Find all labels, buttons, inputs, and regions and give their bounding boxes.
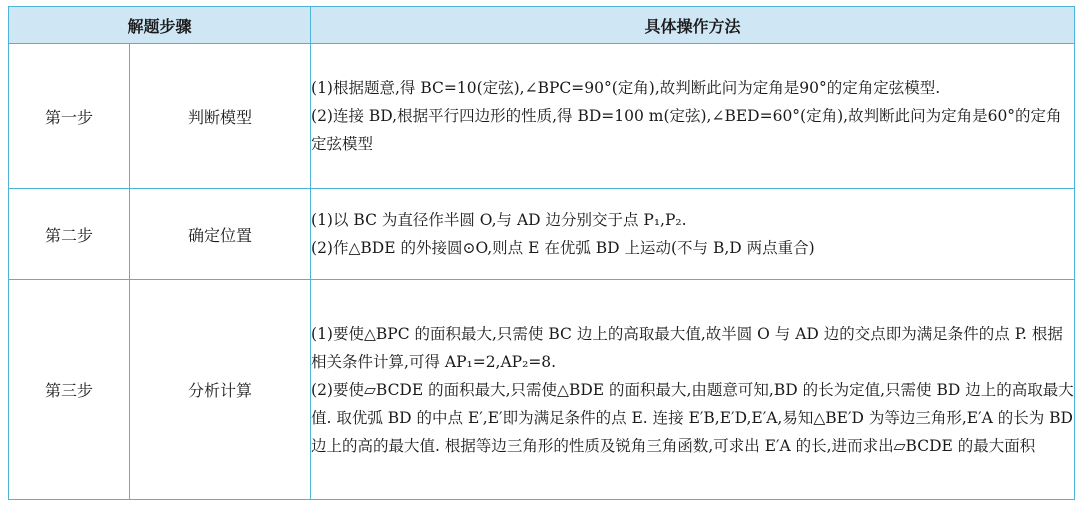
header-row [9, 7, 1075, 44]
header-method: 具体操作方法 [311, 7, 1075, 44]
step-content [311, 280, 1075, 500]
step-label: 第一步 [9, 44, 130, 189]
content-line: (2)连接 BD,根据平行四边形的性质,得 BD=100 m(定弦),∠BED=60°(定角),故判断此问为定角是60°的定角定弦模型 [311, 107, 1062, 153]
content-line: (1)要使△BPC 的面积最大,只需使 BC 边上的高取最大值,故半圆 O 与 AD 边的交点即为满足条件的点 P. 根据相关条件计算,可得 AP₁=2,AP₂=8. [311, 324, 1063, 371]
step-title: 判断模型 [130, 44, 311, 189]
step-content [311, 44, 1075, 189]
content-line: (1)以 BC 为直径作半圆 O,与 AD 边分别交于点 P₁,P₂. [311, 211, 687, 229]
solution-steps-table [8, 6, 1075, 500]
content-line: (2)要使▱BCDE 的面积最大,只需使△BDE 的面积最大,由题意可知,BD 的长为定值,只需使 BD 边上的高取最大值. 取优弧 BD 的中点 E′,E′即为满足条件的点 E. 连接 E′B,E′D,E′A,易知△BE′D 为等边三角形,E′A 的长为 BD 边上的高的最大值. 根据等边三角形的性质及锐角三角函数,可求出 E′A 的长,进而求出▱BCDE 的最大面积 [311, 380, 1074, 455]
step-label: 第二步 [9, 189, 130, 280]
content-line: (2)作△BDE 的外接圆⊙O,则点 E 在优弧 BD 上运动(不与 B,D 两点重合) [311, 239, 815, 257]
table-container [8, 6, 1074, 500]
header-steps: 解题步骤 [9, 7, 311, 44]
table-row [9, 280, 1075, 500]
content-line: (1)根据题意,得 BC=10(定弦),∠BPC=90°(定角),故判断此问为定角是90°的定角定弦模型. [311, 79, 941, 97]
step-title: 分析计算 [130, 280, 311, 500]
table-row [9, 44, 1075, 189]
step-content [311, 189, 1075, 280]
table-row [9, 189, 1075, 280]
step-title: 确定位置 [130, 189, 311, 280]
step-label: 第三步 [9, 280, 130, 500]
